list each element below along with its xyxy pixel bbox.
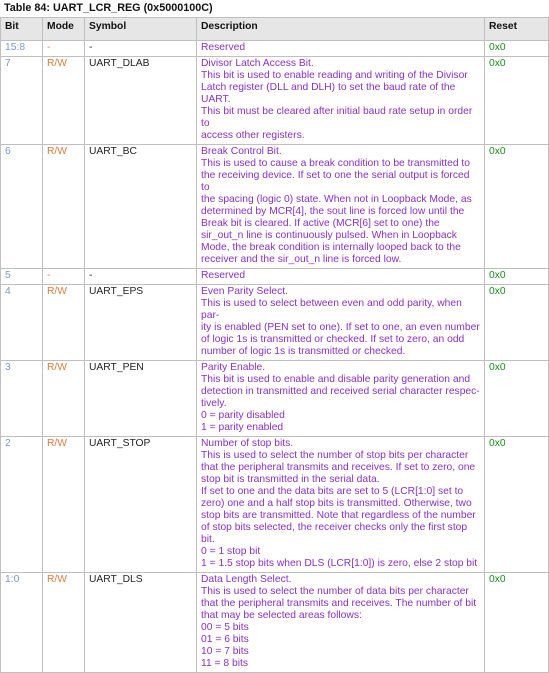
- reset-cell: 0x0: [485, 361, 549, 437]
- table-caption: Table 84: UART_LCR_REG (0x5000100C): [4, 2, 213, 14]
- description-line: Number of stop bits.: [201, 438, 294, 449]
- symbol-cell: UART_EPS: [85, 285, 197, 361]
- header-mode: Mode: [43, 18, 85, 41]
- description-line: number of logic 1s is transmitted or checked.: [201, 346, 406, 357]
- description-line: This bit is used to enable and disable parity generation and: [201, 374, 471, 385]
- reset-cell: 0x0: [485, 57, 549, 145]
- description-line: Mode, the break condition is internally looped back to the: [201, 242, 461, 253]
- description-line: Data Length Select.: [201, 574, 292, 585]
- bit-cell: 7: [1, 57, 43, 145]
- table-row: [1, 269, 549, 285]
- description-cell: [197, 269, 485, 285]
- description-line: that the peripheral transmits and receives. The number of bit: [201, 598, 477, 609]
- reset-cell: 0x0: [485, 437, 549, 573]
- description-line: Break Control Bit.: [201, 146, 282, 157]
- description-cell: [197, 41, 485, 57]
- mode-cell: -: [43, 41, 85, 57]
- symbol-cell: UART_BC: [85, 145, 197, 269]
- table-row: [1, 573, 549, 673]
- mode-cell: R/W: [43, 361, 85, 437]
- description-line: Latch register (DLL and DLH) to set the baud rate of the: [201, 82, 456, 93]
- symbol-cell: -: [85, 41, 197, 57]
- header-bit: Bit: [1, 18, 43, 41]
- register-table-body: [1, 41, 549, 673]
- table-row: [1, 361, 549, 437]
- description-line: stop bits are transmitted. Note that regardless of the number: [201, 510, 476, 521]
- header-symbol: Symbol: [85, 18, 197, 41]
- reset-cell: 0x0: [485, 285, 549, 361]
- bit-cell: 6: [1, 145, 43, 269]
- description-line: tively.: [201, 398, 227, 409]
- description-line: This is used to select the number of stop bits per character: [201, 450, 469, 461]
- description-line: that the peripheral transmits and receives. If set to zero, one: [201, 462, 476, 473]
- mode-cell: -: [43, 269, 85, 285]
- bit-cell: 3: [1, 361, 43, 437]
- description-line: Reserved: [201, 270, 246, 281]
- table-row: [1, 285, 549, 361]
- description-line: This bit is used to enable reading and writing of the Divisor: [201, 70, 468, 81]
- mode-cell: R/W: [43, 285, 85, 361]
- description-line: 00 = 5 bits: [201, 622, 249, 633]
- description-line: the receiving device. If set to one the serial output is forced to: [201, 170, 470, 193]
- description-line: Divisor Latch Access Bit.: [201, 58, 314, 69]
- header-reset: Reset: [485, 18, 549, 41]
- description-line: This is used to select the number of data bits per character: [201, 586, 469, 597]
- description-cell: [197, 573, 485, 673]
- description-line: 0 = parity disabled: [201, 410, 285, 421]
- description-line: determined by MCR[4], the sout line is forced low until the: [201, 206, 465, 217]
- description-line: Even Parity Select.: [201, 286, 288, 297]
- mode-cell: R/W: [43, 437, 85, 573]
- description-line: If set to one and the data bits are set to 5 (LCR[1:0] set to: [201, 486, 464, 497]
- table-row: [1, 437, 549, 573]
- symbol-cell: UART_DLS: [85, 573, 197, 673]
- description-line: This is used to cause a break condition to be transmitted to: [201, 158, 471, 169]
- description-line: detection in transmitted and received serial character respec-: [201, 386, 480, 397]
- reset-cell: 0x0: [485, 573, 549, 673]
- description-line: stop bit is transmitted in the serial data.: [201, 474, 380, 485]
- bit-cell: 5: [1, 269, 43, 285]
- description-line: This is used to select between even and odd parity, when par-: [201, 298, 462, 321]
- description-cell: [197, 285, 485, 361]
- description-line: This bit must be cleared after initial baud rate setup in order to: [201, 106, 473, 129]
- table-row: [1, 41, 549, 57]
- description-cell: [197, 437, 485, 573]
- description-line: 11 = 8 bits: [201, 658, 249, 669]
- description-line: the spacing (logic 0) state. When not in Loopback Mode, as: [201, 194, 472, 205]
- description-cell: [197, 57, 485, 145]
- reset-cell: 0x0: [485, 41, 549, 57]
- mode-cell: R/W: [43, 145, 85, 269]
- bit-cell: 15:8: [1, 41, 43, 57]
- description-cell: [197, 361, 485, 437]
- description-line: 1 = 1.5 stop bits when DLS (LCR[1:0]) is zero, else 2 stop bit: [201, 558, 478, 569]
- description-line: 01 = 6 bits: [201, 634, 249, 645]
- symbol-cell: UART_STOP: [85, 437, 197, 573]
- symbol-cell: UART_PEN: [85, 361, 197, 437]
- description-line: 10 = 7 bits: [201, 646, 249, 657]
- description-cell: [197, 145, 485, 269]
- description-line: 0 = 1 stop bit: [201, 546, 261, 557]
- description-line: access other registers.: [201, 130, 305, 141]
- description-line: Break bit is cleared. If active (MCR[6] set to one) the: [201, 218, 440, 229]
- bit-cell: 4: [1, 285, 43, 361]
- header-description: Description: [197, 18, 485, 41]
- table-row: [1, 57, 549, 145]
- description-line: Parity Enable.: [201, 362, 266, 373]
- description-line: UART.: [201, 94, 231, 105]
- description-line: of stop bits selected, the receiver checks only the first stop bit.: [201, 522, 468, 545]
- table-row: [1, 145, 549, 269]
- description-line: sir_out_n line is continuously pulsed. When in Loopback: [201, 230, 457, 241]
- description-line: receiver and the sir_out_n line is forced low.: [201, 254, 402, 265]
- mode-cell: R/W: [43, 573, 85, 673]
- header-row: [1, 18, 549, 41]
- description-line: Reserved: [201, 42, 246, 53]
- description-line: that may be selected areas follows:: [201, 610, 362, 621]
- reset-cell: 0x0: [485, 145, 549, 269]
- register-table: [0, 17, 549, 673]
- mode-cell: R/W: [43, 57, 85, 145]
- reset-cell: 0x0: [485, 269, 549, 285]
- description-line: of logic 1s is transmitted or checked. If set to zero, an odd: [201, 334, 465, 345]
- description-line: zero) one and a half stop bits is transmitted. Otherwise, two: [201, 498, 472, 509]
- bit-cell: 1:0: [1, 573, 43, 673]
- symbol-cell: UART_DLAB: [85, 57, 197, 145]
- description-line: 1 = parity enabled: [201, 422, 284, 433]
- symbol-cell: -: [85, 269, 197, 285]
- bit-cell: 2: [1, 437, 43, 573]
- description-line: ity is enabled (PEN set to one). If set to one, an even number: [201, 322, 480, 333]
